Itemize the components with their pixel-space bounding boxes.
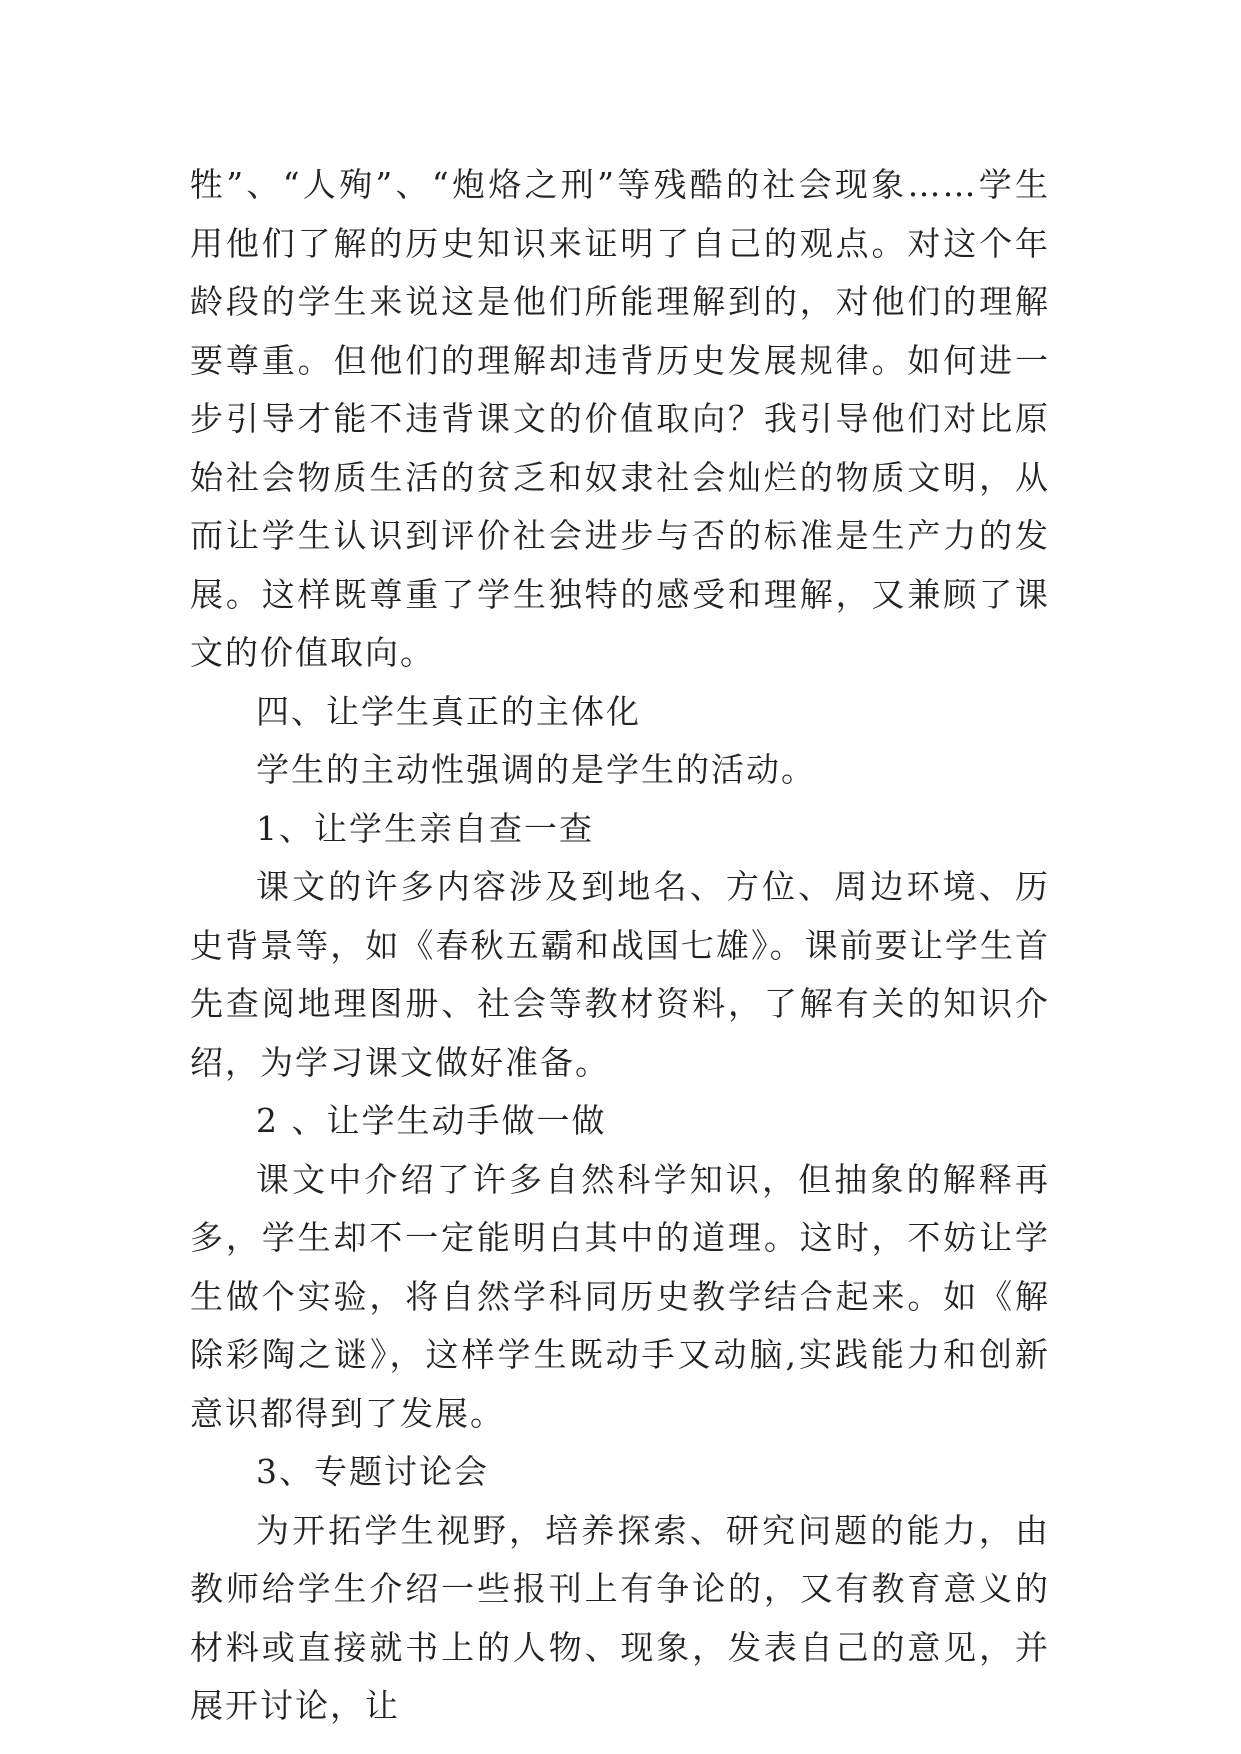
document-body xyxy=(190,156,1050,1736)
paragraph-intro: 学生的主动性强调的是学生的活动。 xyxy=(256,750,816,789)
paragraph-3: 为开拓学生视野，培养探索、研究问题的能力，由教师给学生介绍一些报刊上有争论的，又有教育意义的材料或直接就书上的人物、现象，发表自己的意见，并展开讨论，让 xyxy=(190,1510,1050,1725)
paragraph-continuation: 牲”、“人殉”、“炮烙之刑”等残酷的社会现象……学生用他们了解的历史知识来证明了自己的观点。对这个年龄段的学生来说这是他们所能理解到的，对他们的理解要尊重。但他们的理解却违背历史发展规律。如何进一步引导才能不违背课文的价值取向？我引导他们对比原始社会物质生活的贫乏和奴隶社会灿烂的物质文明，从而让学生认识到评价社会进步与否的标准是生产力的发展。这样既尊重了学生独特的感受和理解，又兼顾了课文的价值取向。 xyxy=(190,165,1050,672)
paragraph-2: 课文中介绍了许多自然科学知识，但抽象的解释再多，学生却不一定能明白其中的道理。这时，不妨让学生做个实验，将自然学科同历史教学结合起来。如《解除彩陶之谜》，这样学生既动手又动脑,实践能力和创新意识都得到了发展。 xyxy=(190,1159,1050,1433)
subheading-1: 1、让学生亲自查一查 xyxy=(256,808,594,848)
subheading-2: 2 、让学生动手做一做 xyxy=(256,1101,607,1140)
section-heading-4: 四、让学生真正的主体化 xyxy=(256,691,641,731)
subheading-3: 3、专题讨论会 xyxy=(256,1452,489,1491)
paragraph-1: 课文的许多内容涉及到地名、方位、周边环境、历史背景等，如《春秋五霸和战国七雄》。课前要让学生首先查阅地理图册、社会等教材资料，了解有关的知识介绍，为学习课文做好准备。 xyxy=(190,867,1050,1082)
